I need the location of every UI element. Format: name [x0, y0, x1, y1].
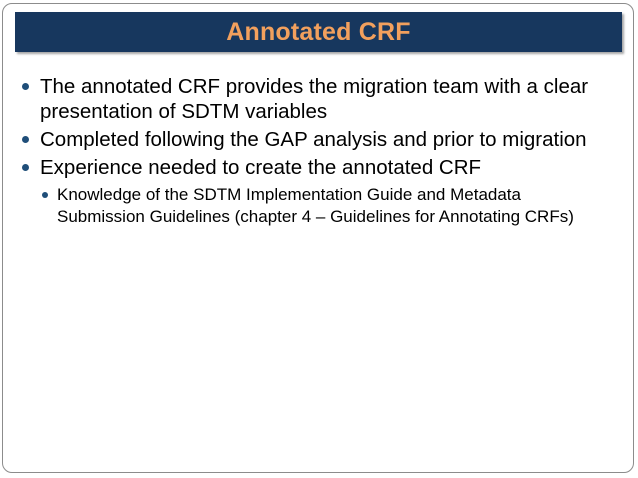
bullet-item — [22, 74, 612, 124]
bullet-dot-icon — [22, 164, 29, 171]
title-bar — [15, 12, 622, 52]
sub-bullet-item — [42, 184, 612, 227]
slide-title: Annotated CRF — [226, 17, 411, 46]
bullet-dot-icon — [22, 83, 29, 90]
sub-bullet-text: Knowledge of the SDTM Implementation Guide and Metadata Submission Guidelines (chapter 4 – Guidelines for Annotating CRFs) — [57, 185, 574, 226]
bullet-text: Completed following the GAP analysis and prior to migration — [40, 128, 587, 151]
bullet-text: Experience needed to create the annotated CRF — [40, 156, 482, 179]
bullet-text: The annotated CRF provides the migration team with a clear presentation of SDTM variables — [40, 75, 589, 123]
sub-bullet-dot-icon — [42, 192, 48, 198]
bullet-dot-icon — [22, 136, 29, 143]
bullet-item — [22, 155, 612, 180]
slide-content — [22, 74, 612, 230]
bullet-item — [22, 127, 612, 152]
